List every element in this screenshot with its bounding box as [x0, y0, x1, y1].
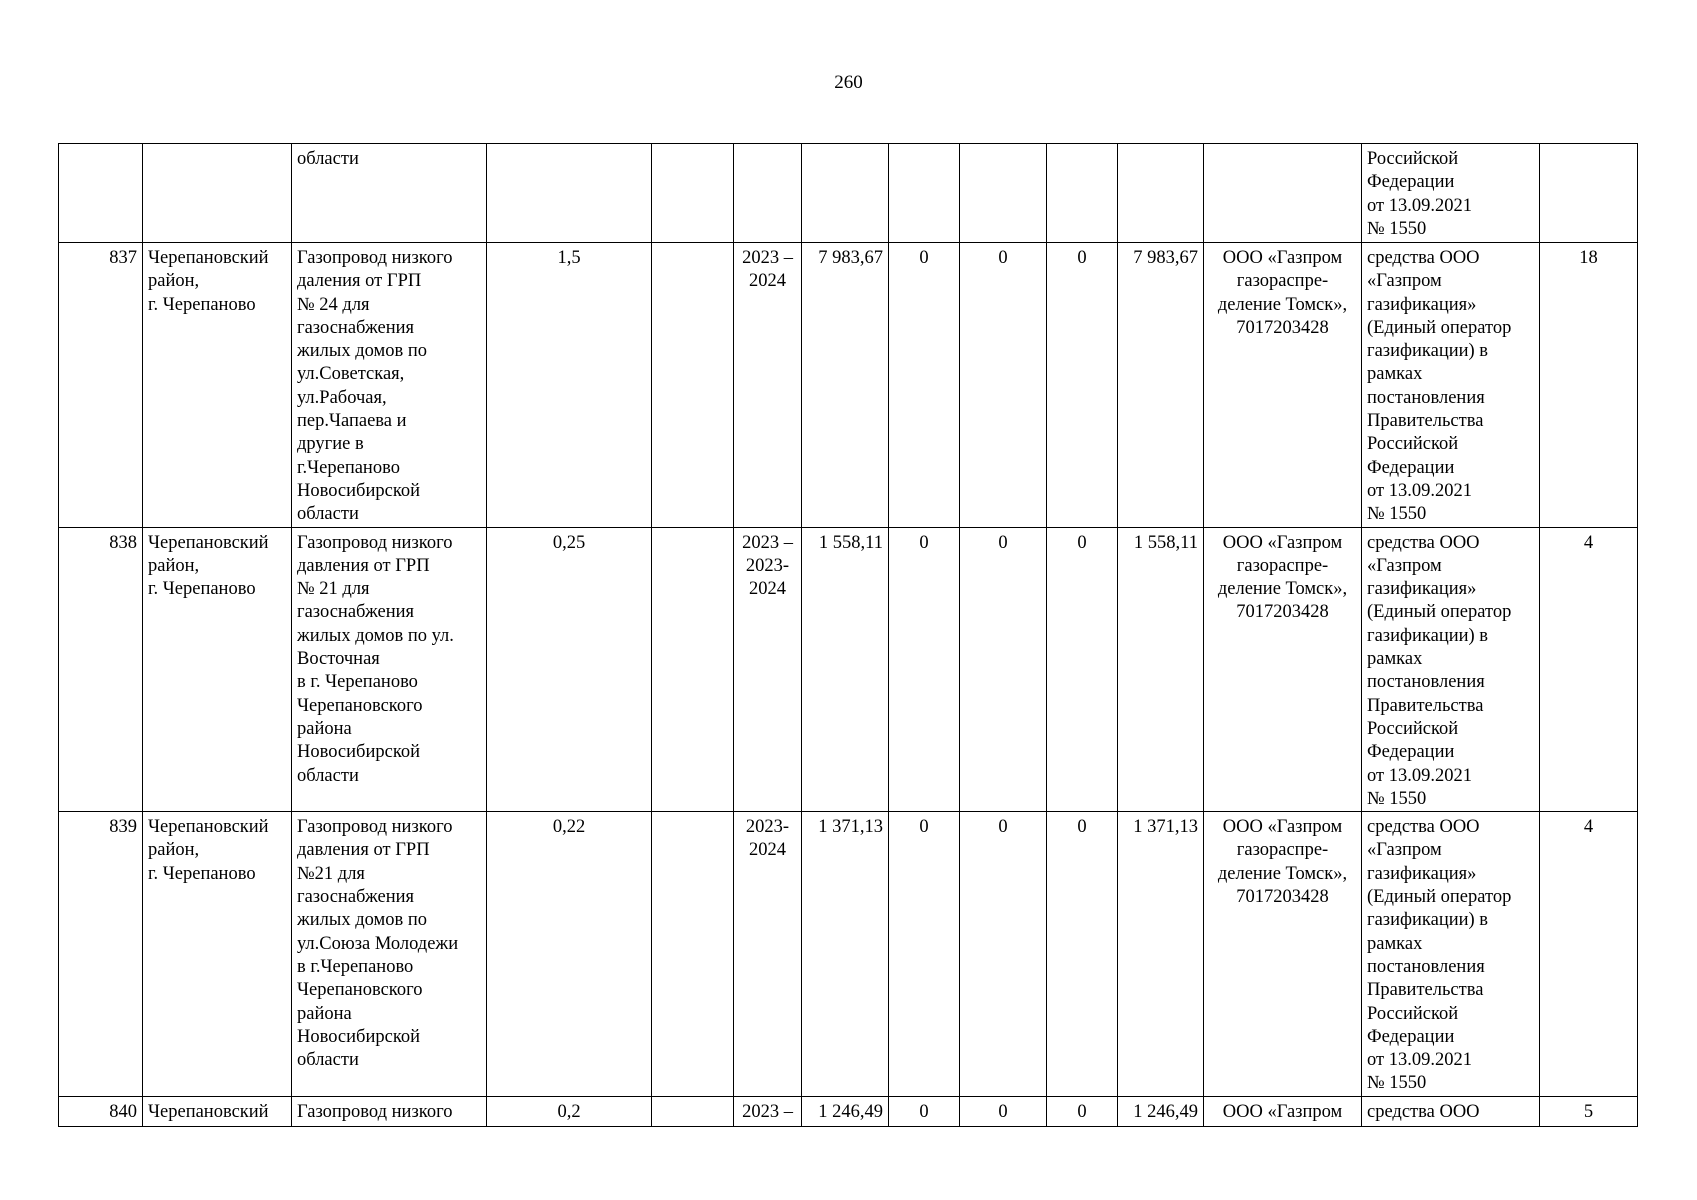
row-number-cell: 838 [59, 527, 143, 812]
length-cell: 0,22 [487, 812, 652, 1097]
table-row [59, 144, 1638, 243]
total-cost-cell: 7 983,67 [802, 243, 889, 528]
object-cell: области [292, 144, 487, 243]
federal-budget-cell: 0 [889, 1096, 960, 1126]
other-sources-cell: 1 246,49 [1118, 1096, 1204, 1126]
count-cell: 4 [1540, 812, 1638, 1097]
row-number-cell: 840 [59, 1096, 143, 1126]
other-sources-cell: 7 983,67 [1118, 243, 1204, 528]
funding-source-cell: средства ООО [1362, 1096, 1540, 1126]
federal-budget-cell: 0 [889, 243, 960, 528]
executor-cell: ООО «Газпром [1204, 1096, 1362, 1126]
total-cost-cell [802, 144, 889, 243]
federal-budget-cell [889, 144, 960, 243]
total-cost-cell: 1 246,49 [802, 1096, 889, 1126]
regional-budget-cell: 0 [960, 243, 1047, 528]
district-cell: Черепановский район, г. Черепаново [143, 243, 292, 528]
table-row [59, 812, 1638, 1097]
years-cell: 2023 – [734, 1096, 802, 1126]
years-cell: 2023 – 2024 [734, 243, 802, 528]
funding-source-cell: Российской Федерации от 13.09.2021 № 1550 [1362, 144, 1540, 243]
municipal-budget-cell: 0 [1047, 1096, 1118, 1126]
object-cell: Газопровод низкого [292, 1096, 487, 1126]
years-cell: 2023- 2024 [734, 812, 802, 1097]
years-cell [734, 144, 802, 243]
funding-source-cell: средства ООО «Газпром газификация» (Единый оператор газификации) в рамках постановления Правительства Российской Федерации от 13.09.2021 № 1550 [1362, 527, 1540, 812]
federal-budget-cell: 0 [889, 527, 960, 812]
other-sources-cell: 1 371,13 [1118, 812, 1204, 1097]
row-number-cell [59, 144, 143, 243]
district-cell [143, 144, 292, 243]
municipal-budget-cell [1047, 144, 1118, 243]
total-cost-cell: 1 558,11 [802, 527, 889, 812]
municipal-budget-cell: 0 [1047, 243, 1118, 528]
funding-source-cell: средства ООО «Газпром газификация» (Единый оператор газификации) в рамках постановления Правительства Российской Федерации от 13.09.2021 № 1550 [1362, 812, 1540, 1097]
district-cell: Черепановский район, г. Черепаново [143, 812, 292, 1097]
length-cell [487, 144, 652, 243]
length-cell: 1,5 [487, 243, 652, 528]
count-cell: 18 [1540, 243, 1638, 528]
municipal-budget-cell: 0 [1047, 812, 1118, 1097]
regional-budget-cell: 0 [960, 1096, 1047, 1126]
table-row [59, 1096, 1638, 1126]
executor-cell [1204, 144, 1362, 243]
object-cell: Газопровод низкого давления от ГРП № 21 для газоснабжения жилых домов по ул. Восточная в г. Черепаново Черепановского района Новосибирской области [292, 527, 487, 812]
federal-budget-cell: 0 [889, 812, 960, 1097]
years-cell: 2023 – 2023- 2024 [734, 527, 802, 812]
object-cell: Газопровод низкого давления от ГРП №21 для газоснабжения жилых домов по ул.Союза Молодежи в г.Черепаново Черепановского района Новосибирской области [292, 812, 487, 1097]
table-row [59, 527, 1638, 812]
district-cell: Черепановский район, г. Черепаново [143, 527, 292, 812]
other-sources-cell: 1 558,11 [1118, 527, 1204, 812]
empty-cell [652, 144, 734, 243]
total-cost-cell: 1 371,13 [802, 812, 889, 1097]
empty-cell [652, 1096, 734, 1126]
regional-budget-cell: 0 [960, 812, 1047, 1097]
table-row [59, 243, 1638, 528]
row-number-cell: 837 [59, 243, 143, 528]
executor-cell: ООО «Газпром газораспре- деление Томск», 7017203428 [1204, 812, 1362, 1097]
empty-cell [652, 243, 734, 528]
empty-cell [652, 527, 734, 812]
regional-budget-cell [960, 144, 1047, 243]
executor-cell: ООО «Газпром газораспре- деление Томск», 7017203428 [1204, 243, 1362, 528]
regional-budget-cell: 0 [960, 527, 1047, 812]
executor-cell: ООО «Газпром газораспре- деление Томск», 7017203428 [1204, 527, 1362, 812]
page-number: 260 [834, 72, 863, 93]
funding-source-cell: средства ООО «Газпром газификация» (Единый оператор газификации) в рамках постановления Правительства Российской Федерации от 13.09.2021 № 1550 [1362, 243, 1540, 528]
gasification-table [58, 143, 1638, 1127]
length-cell: 0,25 [487, 527, 652, 812]
district-cell: Черепановский [143, 1096, 292, 1126]
other-sources-cell [1118, 144, 1204, 243]
count-cell: 5 [1540, 1096, 1638, 1126]
table-body [59, 144, 1638, 1127]
object-cell: Газопровод низкого даления от ГРП № 24 для газоснабжения жилых домов по ул.Советская, ул.Рабочая, пер.Чапаева и другие в г.Черепаново Новосибирской области [292, 243, 487, 528]
empty-cell [652, 812, 734, 1097]
municipal-budget-cell: 0 [1047, 527, 1118, 812]
count-cell: 4 [1540, 527, 1638, 812]
count-cell [1540, 144, 1638, 243]
length-cell: 0,2 [487, 1096, 652, 1126]
row-number-cell: 839 [59, 812, 143, 1097]
